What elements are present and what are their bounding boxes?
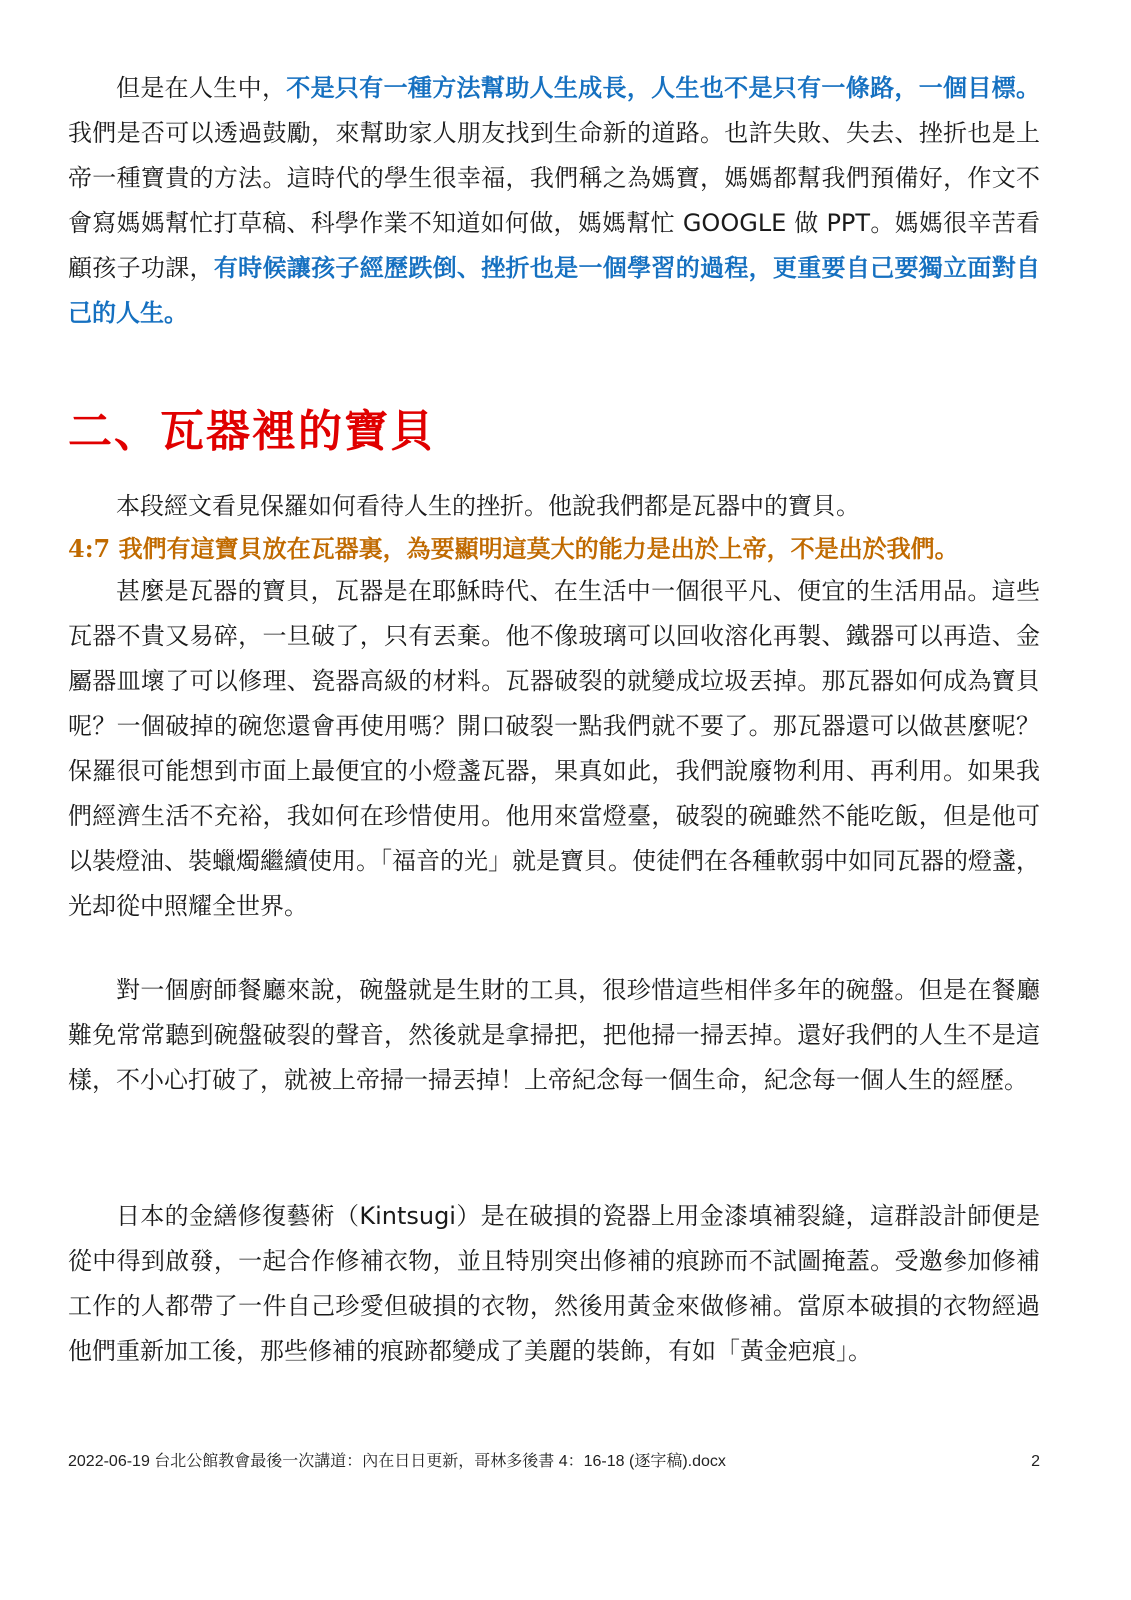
paragraph-4: 日本的金繕修復藝術（Kintsugi）是在破損的瓷器上用金漆填補裂縫，這群設計師便是從中得到啟發，一起合作修補衣物，並且特別突出修補的痕跡而不試圖掩蓋。受邀參加修補工作的人都帶了一件自己珍愛但破損的衣物，然後用黃金來做修補。當原本破損的衣物經過他們重新加工後，那些修補的痕跡都變成了美麗的裝飾，有如「黃金疤痕」。 xyxy=(68,1202,1040,1365)
intro-highlight-1: 不是只有一種方法幫助人生成長，人生也不是只有一條路，一個目標。 xyxy=(286,74,1041,102)
intro-highlight-2: 有時候讓孩子經歷跌倒、挫折也是一個學習的過程，更重要自己要獨立面對自己的人生。 xyxy=(68,254,1041,327)
intro-paragraph xyxy=(68,66,1040,336)
paragraph-1: 本段經文看見保羅如何看待人生的挫折。他說我們都是瓦器中的寶貝。 xyxy=(116,492,860,520)
scripture-verse: 4:7 我們有這寶貝放在瓦器裏，為要顯明這莫大的能力是出於上帝，不是出於我們。 xyxy=(68,534,959,563)
footer-filename: 2022-06-19 台北公館教會最後一次講道：內在日日更新，哥林多後書 4：16-18 (逐字稿).docx xyxy=(68,1453,726,1470)
paragraph-4-block xyxy=(68,1194,1040,1374)
paragraph-3-block xyxy=(68,968,1040,1103)
section-heading: 二、瓦器裡的寶貝 xyxy=(68,406,436,457)
page-footer xyxy=(68,1450,1040,1474)
intro-middle: 我們是否可以透過鼓勵，來幫助家人朋友找到生命新的道路。也許失敗、失去、挫折也是上帝一種寶貴的方法。這時代的學生很幸福，我們稱之為媽寶，媽媽都幫我們預備好，作文不會寫媽媽幫忙打草稿、科學作業不知道如何做，媽媽幫忙 GOOGLE 做 PPT。媽媽很辛苦看顧孩子功課， xyxy=(68,119,1040,282)
intro-block xyxy=(68,66,1040,336)
paragraph-3: 對一個廚師餐廳來說，碗盤就是生財的工具，很珍惜這些相伴多年的碗盤。但是在餐廳難免常常聽到碗盤破裂的聲音，然後就是拿掃把，把他掃一掃丟掉。還好我們的人生不是這樣，不小心打破了，就被上帝掃一掃丟掉！上帝紀念每一個生命，紀念每一個人生的經歷。 xyxy=(68,976,1040,1094)
section-body xyxy=(68,484,1040,929)
page-number: 2 xyxy=(1031,1453,1040,1470)
intro-lead: 但是在人生中， xyxy=(116,74,287,102)
paragraph-2: 甚麼是瓦器的寶貝，瓦器是在耶穌時代、在生活中一個很平凡、便宜的生活用品。這些瓦器不貴又易碎，一旦破了，只有丟棄。他不像玻璃可以回收溶化再製、鐵器可以再造、金屬器皿壞了可以修理、瓷器高級的材料。瓦器破裂的就變成垃圾丟掉。那瓦器如何成為寶貝呢？一個破掉的碗您還會再使用嗎？開口破裂一點我們就不要了。那瓦器還可以做甚麼呢？保羅很可能想到市面上最便宜的小燈盞瓦器，果真如此，我們說廢物利用、再利用。如果我們經濟生活不充裕，我如何在珍惜使用。他用來當燈臺，破裂的碗雖然不能吃飯，但是他可以裝燈油、裝蠟燭繼續使用。「福音的光」就是寶貝。使徒們在各種軟弱中如同瓦器的燈盞，光却從中照耀全世界。 xyxy=(68,577,1040,920)
